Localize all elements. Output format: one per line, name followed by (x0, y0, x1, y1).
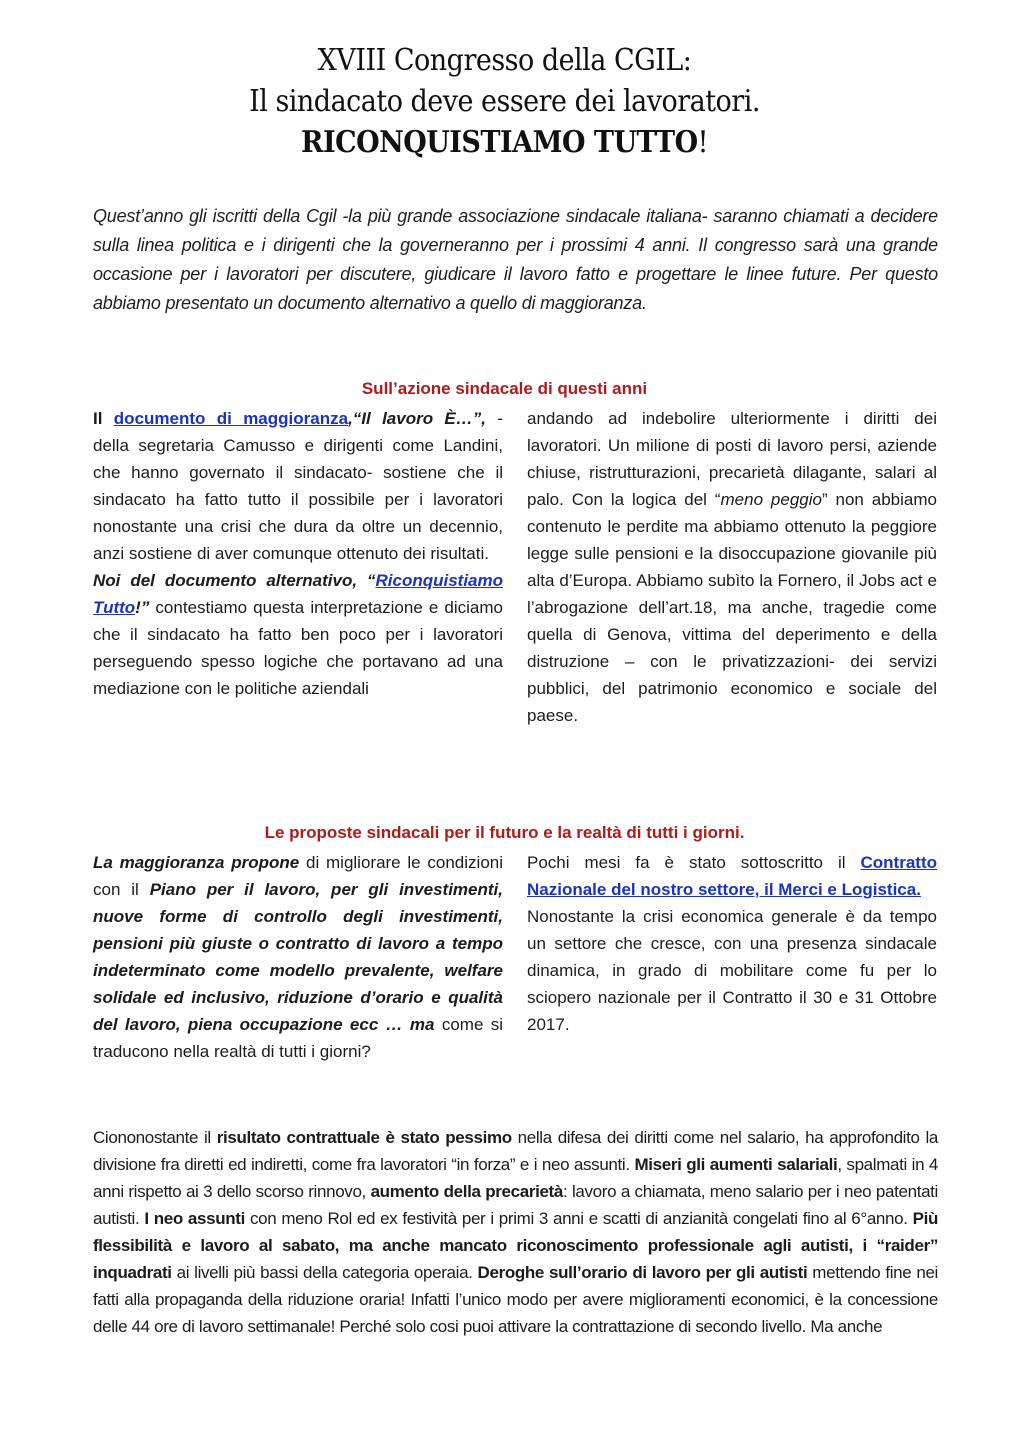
paragraph (93, 1124, 938, 1340)
paragraph (93, 567, 503, 702)
text-body: , spalmati in 4 anni rispetto ai 3 dello scorso rinnovo, (93, 1155, 938, 1201)
text-body: ” non abbiamo contenuto le perdite ma abbiamo ottenuto la peggiore legge sulle pensioni e la disoccupazione giovanile più alta d’Europa. Abbiamo subìto la Fornero, il Jobs act e l’abrogazione dell’art.18, ma anche, tragedie come quella di Genova, vittima del deperimento e della distruzione – con le privatizzazioni- dei servizi pubblici, del patrimonio economico e sociale del paese. (527, 490, 937, 725)
text-lead: Noi del documento alternativo, “ (93, 571, 376, 590)
section2-right-column (527, 849, 937, 1038)
text-body: con meno Rol ed ex festività per i primi 3 anni e scatti di anzianità congelati fino al 6°anno. (244, 1209, 913, 1228)
paragraph: Nonostante la crisi economica generale è da tempo un settore che cresce, con una presenza sindacale dinamica, in grado di mobilitare come fu per lo sciopero nazionale per il Contratto il 30 e 31 Ottobre 2017. (527, 907, 937, 1034)
text-body: ai livelli più bassi della categoria operaia. (171, 1263, 478, 1282)
link-contratto-nazionale[interactable]: Contratto Nazionale del nostro settore, il Merci e Logistica. (527, 853, 937, 899)
text-emphasis: Piano per il lavoro, per gli investimenti, nuove forme di controllo degli investimenti, pensioni più giuste o contratto di lavoro a tempo indeterminato come modello prevalente, welfare solidale ed inclusivo, riduzione d’orario e qualità del lavoro, piena occupazione ecc … ma (93, 880, 503, 1034)
link-documento-maggioranza[interactable]: documento di maggioranza (113, 409, 349, 428)
title-line-2: Il sindacato deve essere dei lavoratori. (249, 84, 760, 119)
title-exclamation: ! (697, 125, 708, 160)
section-heading-proposte-sindacali: Le proposte sindacali per il futuro e la realtà di tutti i giorni. (264, 823, 745, 842)
text-bold: I neo assunti (144, 1209, 245, 1228)
text-bold: Più flessibilità e lavoro al sabato, ma anche mancato riconoscimento professionale agli autisti, i “raider” inquadrati (93, 1209, 939, 1282)
bottom-paragraph (93, 1124, 938, 1340)
title-line-1: XVIII Congresso della CGIL: (317, 43, 692, 78)
text-body: Ciononostante il (93, 1128, 217, 1147)
text-bold: aumento della precarietà (370, 1182, 563, 1201)
text-bold: Miseri gli aumenti salariali (634, 1155, 838, 1174)
section1-right-column (527, 405, 937, 729)
text-bold: Deroghe sull’orario di lavoro per gli autisti (477, 1263, 808, 1282)
text-body: come si traducono nella realtà di tutti i giorni? (93, 1015, 503, 1061)
section2-left-column (93, 849, 503, 1065)
paragraph (527, 405, 937, 729)
text-quote-close: !” (135, 598, 150, 617)
text-body: - della segretaria Camusso e dirigenti come Landini, che hanno governato il sindacato- sostiene che il sindacato ha fatto tutto il possibile per i lavoratori nonostante una crisi che dura da oltre un decennio, anzi sostiene di aver comunque ottenuto dei risultati. (93, 409, 504, 563)
document-title (0, 40, 1009, 163)
text-body: di migliorare le condizioni con il (93, 853, 504, 899)
section-heading-azione-sindacale: Sull’azione sindacale di questi anni (361, 379, 648, 398)
title-line-3 (0, 122, 1009, 163)
text-body: andando ad indebolire ulteriormente i diritti dei lavoratori. Un milione di posti di lavoro persi, aziende chiuse, ristrutturazioni, precarietà dilagante, salari al palo. Con la logica del “ (527, 409, 937, 509)
section1-left-column (93, 405, 503, 702)
intro-paragraph: Quest’anno gli iscritti della Cgil -la più grande associazione sindacale italiana- saranno chiamati a decidere sulla linea politica e i dirigenti che la governeranno per i prossimi 4 anni. Il congresso sarà una grande occasione per i lavoratori per discutere, giudicare il lavoro fatto e progettare le linee future. Per questo abbiamo presentato un documento alternativo a quello di maggioranza. (93, 206, 938, 313)
text-body: nella difesa dei diritti come nel salario, ha approfondito la divisione fra diretti ed indiretti, come fra lavoratori “in forza” e i neo assunti. (93, 1128, 938, 1174)
text-lead: La maggioranza propone (93, 853, 300, 872)
paragraph (93, 849, 503, 1065)
text-body: Pochi mesi fa è stato sottoscritto il (527, 853, 861, 872)
title-slogan: RICONQUISTIAMO TUTTO (301, 125, 698, 160)
text-lead: Il (93, 409, 114, 428)
paragraph (527, 849, 937, 903)
text-body: mettendo fine nei fatti alla propaganda della riduzione oraria! Infatti l’unico modo per avere miglioramenti economici, è la concessione delle 44 ore di lavoro settimanale! Perché solo cosi puoi attivare la contrattazione di secondo livello. Ma anche (93, 1263, 938, 1336)
text-quote: ,“Il lavoro È…”, (348, 409, 486, 428)
text-italic: meno peggio (720, 490, 822, 509)
text-body: : lavoro a chiamata, meno salario per i neo patentati autisti. (93, 1182, 938, 1228)
text-body: contestiamo questa interpretazione e diciamo che il sindacato ha fatto ben poco per i lavoratori perseguendo spesso logiche che portavano ad una mediazione con le politiche aziendali (93, 598, 503, 698)
link-riconquistiamo-tutto[interactable]: Riconquistiamo Tutto (93, 571, 503, 617)
text-bold: risultato contrattuale è stato pessimo (216, 1128, 512, 1147)
paragraph (93, 405, 503, 567)
